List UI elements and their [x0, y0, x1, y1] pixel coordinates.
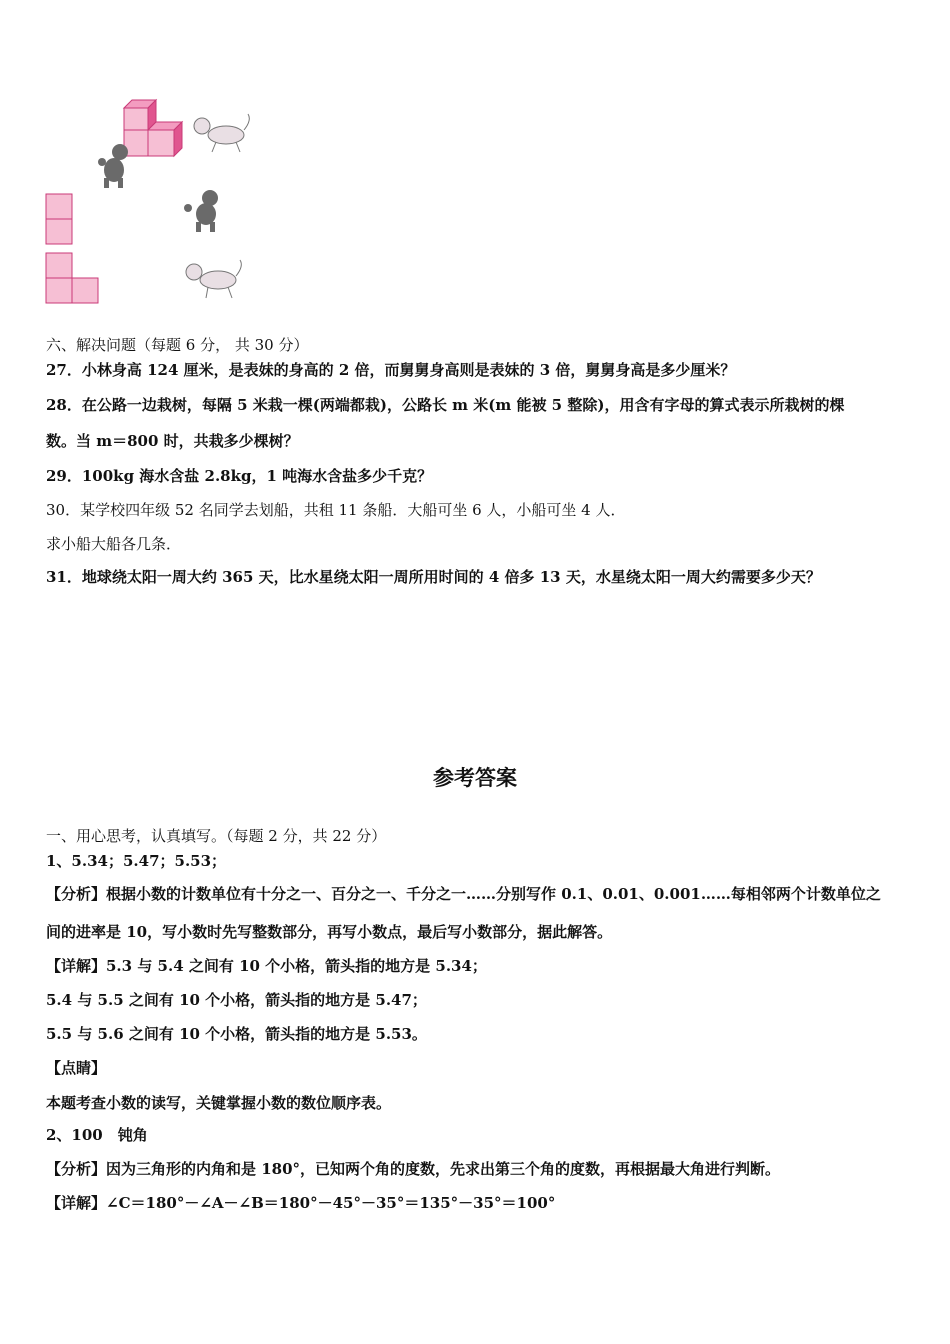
question-31: 31．地球绕太阳一周大约 365 天，比水星绕太阳一周所用时间的 4 倍多 13 天，水星绕太阳一周大约需要多少天？	[46, 568, 821, 586]
cube-views-figure	[30, 90, 280, 320]
answer-1-detail-line3: 5.5 与 5.6 之间有 10 个小格，箭头指的地方是 5.53。	[46, 1025, 427, 1043]
question-29: 29．100kg 海水含盐 2.8kg，1 吨海水含盐多少千克？	[46, 467, 433, 485]
answer-1-detail-line1: 【详解】5.3 与 5.4 之间有 10 个小格，箭头指的地方是 5.34；	[46, 957, 487, 975]
answer-1: 1、5.34；5.47；5.53；	[46, 852, 227, 870]
answer-2: 2、100 钝角	[46, 1126, 148, 1144]
answer-2-detail: 【详解】∠C＝180°－∠A－∠B＝180°－45°－35°＝135°－35°＝100°	[46, 1194, 556, 1212]
answers-title: 参考答案	[433, 766, 517, 790]
question-28-line1: 28．在公路一边栽树，每隔 5 米栽一棵(两端都栽)，公路长 m 米(m 能被 5 整除)，用含有字母的算式表示所栽树的棵	[46, 396, 845, 414]
question-27: 27．小林身高 124 厘米，是表妹的身高的 2 倍，而舅舅身高则是表妹的 3 倍，舅舅身高是多少厘米？	[46, 361, 736, 379]
answers-section1-header: 一、用心思考，认真填写。（每题 2 分，共 22 分）	[46, 827, 387, 845]
question-30-line2: 求小船大船各几条．	[46, 535, 182, 553]
front-view-shape	[46, 194, 72, 244]
side-view-shape	[46, 253, 98, 303]
section6-header: 六、解决问题（每题 6 分， 共 30 分）	[46, 336, 309, 354]
question-30-line1: 30．某学校四年级 52 名同学去划船，共租 11 条船．大船可坐 6 人，小船可坐 4 人．	[46, 501, 626, 519]
dog-icon	[186, 260, 241, 298]
answer-1-comment: 本题考查小数的读写，关键掌握小数的数位顺序表。	[46, 1094, 392, 1112]
cube-stack	[124, 100, 182, 156]
dog-icon	[194, 114, 249, 152]
answer-1-detail-line2: 5.4 与 5.5 之间有 10 个小格，箭头指的地方是 5.47；	[46, 991, 427, 1009]
answer-2-analysis: 【分析】因为三角形的内角和是 180°，已知两个角的度数，先求出第三个角的度数，再根据最大角进行判断。	[46, 1160, 781, 1178]
monkey-icon	[184, 190, 218, 232]
answer-1-analysis-line2: 间的进率是 10，写小数时先写整数部分，再写小数点，最后写小数部分，据此解答。	[46, 923, 613, 941]
answer-1-analysis-line1: 【分析】根据小数的计数单位有十分之一、百分之一、千分之一……分别写作 0.1、0.01、0.001……每相邻两个计数单位之	[46, 885, 881, 903]
question-28-line2: 数。当 m＝800 时，共栽多少棵树？	[46, 432, 299, 450]
monkey-icon	[98, 144, 128, 188]
answer-1-comment-label: 【点睛】	[46, 1059, 107, 1077]
